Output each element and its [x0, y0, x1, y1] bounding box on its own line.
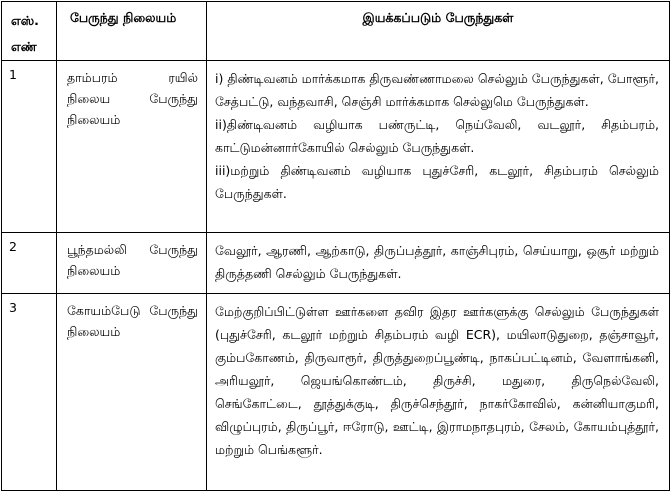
route-item: iii)மற்றும் திண்டிவனம் வழியாக புதுச்சேரி, கடலூர், சிதம்பரம் செல்லும் பேருந்துகள்.	[215, 163, 659, 201]
header-row	[2, 2, 670, 61]
header-serial: எஸ். எண்	[2, 2, 57, 61]
route-item: வேலூர், ஆரணி, ஆற்காடு, திருப்பத்தூர், காஞ்சிபுரம், செய்யாறு, ஒசூர் மற்றும் திருத்தணி செல்லும் பேருந்துகள்.	[215, 243, 659, 281]
bus-routes-table	[1, 1, 670, 491]
row-serial: 1	[2, 61, 57, 233]
table-row	[2, 233, 670, 294]
header-routes: இயக்கப்படும் பேருந்துகள்	[207, 2, 670, 61]
route-item: i) திண்டிவனம் மார்க்கமாக திருவண்ணாமலை செல்லும் பேருந்துகள், போளூர், சேத்பட்டு, வந்தவாசி, செஞ்சி மார்க்கமாக செல்லுமெ பேருந்துகள்.	[215, 71, 659, 109]
row-bus-station: பூந்தமல்லி பேருந்து நிலையம்	[57, 233, 207, 294]
row-bus-station: தாம்பரம் ரயில் நிலைய பேருந்து நிலையம்	[57, 61, 207, 233]
row-serial: 2	[2, 233, 57, 294]
route-item: மேற்குறிப்பிட்டுள்ள ஊர்களை தவிர இதர ஊர்களுக்கு செல்லும் பேருந்துகள் (புதுச்சேரி, கடலூர் மற்றும் சிதம்பரம் வழி ECR), மயிலாடுதுறை, தஞ்சாவூர், கும்பகோணம், திருவாரூர், திருத்துறைப்பூண்டி, நாகப்பட்டினம், வேளாங்கனி, அரியலூர், ஜெயங்கொண்டம், திருச்சி, மதுரை, திருநெல்வேலி, செங்கோட்டை, தூத்துக்குடி, திருச்செந்தூர், நாகர்கோவில், கன்னியாகுமரி, விழுப்புரம், திருப்பூர், ஈரோடு, ஊட்டி, இராமநாதபுரம், சேலம், கோயம்புத்தூர், மற்றும் பெங்களூர்.	[215, 304, 659, 457]
table-row	[2, 294, 670, 491]
row-routes	[207, 294, 670, 491]
row-routes	[207, 61, 670, 233]
table-row	[2, 61, 670, 233]
row-bus-station: கோயம்பேடு பேருந்து நிலையம்	[57, 294, 207, 491]
route-item: ii)திண்டிவனம் வழியாக பண்ருட்டி, நெய்வேலி, வடலூர், சிதம்பரம், காட்டுமன்னார்கோயில் செல்லும் பேருந்துகள்.	[215, 117, 659, 155]
row-routes	[207, 233, 670, 294]
row-serial: 3	[2, 294, 57, 491]
header-bus-station: பேருந்து நிலையம்	[57, 2, 207, 61]
